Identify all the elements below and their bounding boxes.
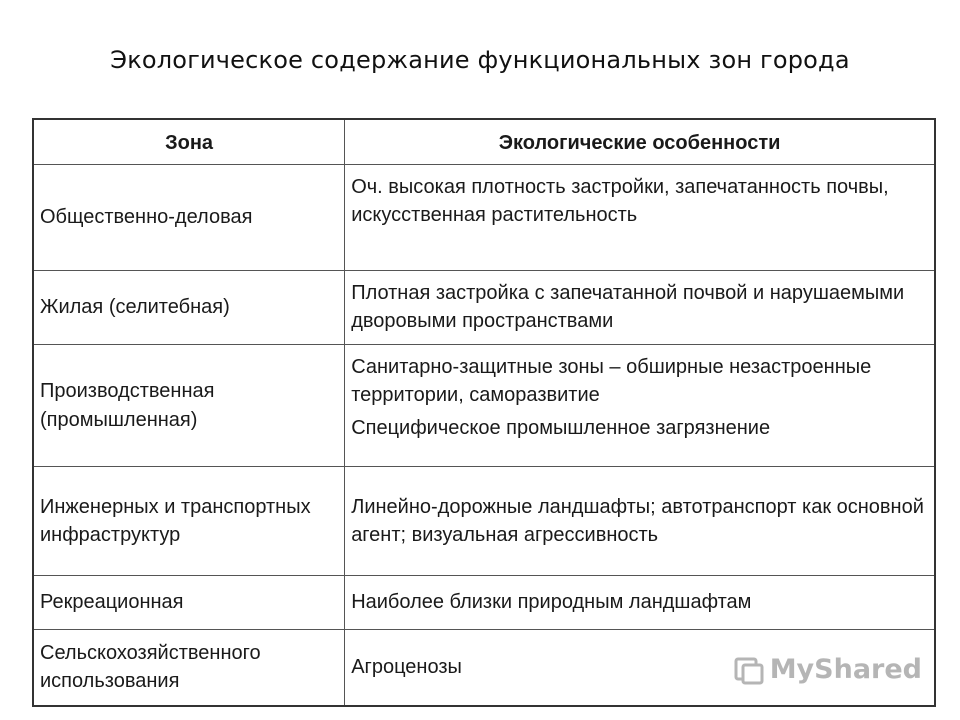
features-cell bbox=[345, 467, 935, 576]
ecology-zones-table bbox=[32, 118, 936, 707]
table-row bbox=[33, 165, 935, 271]
myshared-watermark bbox=[734, 654, 922, 685]
table-row bbox=[33, 576, 935, 630]
header-features: Экологические особенности bbox=[345, 119, 935, 165]
myshared-logo-icon bbox=[734, 655, 764, 685]
feature-text: Агроценозы bbox=[351, 656, 462, 679]
zone-cell: Производственная (промышленная) bbox=[33, 345, 345, 467]
features-cell bbox=[345, 576, 935, 630]
feature-text: Специфическое промышленное загрязнение bbox=[351, 416, 771, 439]
zone-cell: Инженерных и транспортных инфраструктур bbox=[33, 467, 345, 576]
feature-text: Наиболее близки природным ландшафтам bbox=[351, 591, 752, 614]
features-cell bbox=[345, 271, 935, 345]
table-header-row bbox=[33, 119, 935, 165]
watermark-text: MyShared bbox=[769, 654, 922, 685]
feature-text: Линейно-дорожные ландшафты; автотранспорт как основной агент; визуальная агрессивность bbox=[351, 495, 924, 546]
zone-cell: Жилая (селитебная) bbox=[33, 271, 345, 345]
feature-text: Оч. высокая плотность застройки, запечатанность почвы, искусственная растительность bbox=[351, 176, 889, 227]
zone-cell: Рекреационная bbox=[33, 576, 345, 630]
zone-cell: Общественно-деловая bbox=[33, 165, 345, 271]
table-row bbox=[33, 271, 935, 345]
features-cell bbox=[345, 165, 935, 271]
zone-cell: Сельскохозяйственного использования bbox=[33, 630, 345, 706]
slide-title: Экологическое содержание функциональных зон города bbox=[110, 46, 850, 74]
table-row bbox=[33, 345, 935, 467]
feature-text: Плотная застройка с запечатанной почвой и нарушаемыми дворовыми пространствами bbox=[351, 282, 905, 333]
feature-text: Санитарно-защитные зоны – обширные незастроенные территории, саморазвитие bbox=[351, 356, 872, 407]
header-zone: Зона bbox=[33, 119, 345, 165]
table-row bbox=[33, 467, 935, 576]
features-cell bbox=[345, 345, 935, 467]
